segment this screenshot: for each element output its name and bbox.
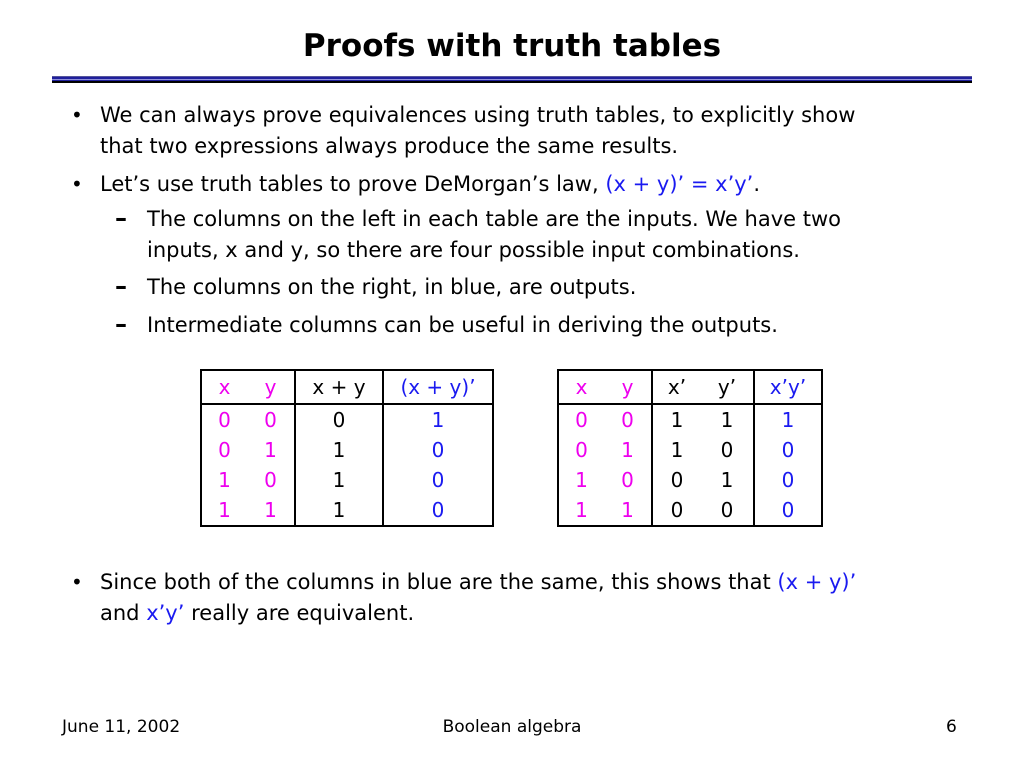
cell-x-plus-y: 0	[295, 404, 383, 435]
dash-marker: –	[115, 310, 127, 338]
sub-bullet-2	[115, 272, 637, 303]
bullet-marker: •	[71, 570, 83, 594]
header-x-plus-y: x + y	[295, 370, 383, 404]
table-row	[558, 465, 822, 495]
bullet-3-end: really are equivalent.	[191, 601, 415, 625]
cell-output: 0	[754, 435, 822, 465]
cell-x: 0	[218, 408, 231, 432]
cell-output: 0	[383, 465, 493, 495]
cell-y-prime: 1	[720, 408, 734, 432]
bullet-3-and: and	[100, 601, 140, 625]
cell-output: 1	[383, 404, 493, 435]
header-y: y	[604, 370, 652, 404]
bullet-2	[71, 169, 761, 200]
table-row	[558, 404, 822, 435]
cell-x-prime: 1	[652, 404, 701, 435]
footer-page-number: 6	[946, 717, 957, 737]
cell-output: 1	[754, 404, 822, 435]
cell-output: 0	[754, 465, 822, 495]
bullet-1-line-1: We can always prove equivalences using truth tables, to explicitly show	[100, 103, 856, 127]
header-x-prime: x’	[652, 370, 701, 404]
cell-x: 0	[575, 438, 588, 462]
header-x: x	[201, 370, 247, 404]
bullet-1	[71, 100, 856, 162]
cell-y: 0	[264, 468, 277, 492]
cell-x-plus-y: 1	[295, 495, 383, 526]
truth-table-and-complements	[557, 369, 823, 527]
cell-y-prime: 1	[720, 468, 734, 492]
demorgan-formula: (x + y)’ = x’y’	[605, 172, 754, 196]
bullet-3-line-1	[100, 567, 856, 598]
footer-topic: Boolean algebra	[442, 717, 582, 737]
cell-x: 1	[218, 468, 231, 492]
cell-y: 1	[264, 498, 277, 522]
cell-x: 1	[218, 498, 231, 522]
sub-bullet-2-text: The columns on the right, in blue, are outputs.	[147, 275, 637, 299]
cell-x-prime: 0	[652, 465, 701, 495]
cell-y-prime: 0	[720, 438, 734, 462]
cell-x: 1	[575, 498, 588, 522]
sub-bullet-1	[115, 204, 841, 266]
cell-y: 1	[621, 438, 634, 462]
cell-output: 0	[754, 495, 822, 526]
sub-bullet-3	[115, 310, 778, 341]
cell-x: 0	[218, 438, 231, 462]
cell-x-plus-y: 1	[295, 435, 383, 465]
cell-x: 1	[575, 468, 588, 492]
dash-marker: –	[115, 272, 127, 300]
sub-bullet-3-text: Intermediate columns can be useful in deriving the outputs.	[147, 313, 778, 337]
title-divider	[52, 76, 972, 83]
table-row	[201, 465, 493, 495]
formula-not-x-plus-y: (x + y)’	[777, 570, 857, 594]
cell-y: 0	[621, 468, 634, 492]
table-row	[558, 435, 822, 465]
table-row	[558, 495, 822, 526]
bullet-2-text: Let’s use truth tables to prove DeMorgan’s law,	[100, 172, 599, 196]
table-row	[201, 495, 493, 526]
formula-x-prime-y-prime: x’y’	[146, 601, 185, 625]
header-y: y	[247, 370, 295, 404]
cell-x-prime: 0	[652, 495, 701, 526]
bullet-1-line-2: that two expressions always produce the same results.	[100, 134, 679, 158]
slide-title: Proofs with truth tables	[302, 28, 722, 64]
bullet-marker: •	[71, 103, 83, 127]
table-row	[201, 404, 493, 435]
table-header-row	[201, 370, 493, 404]
cell-x-plus-y: 1	[295, 465, 383, 495]
cell-y: 1	[264, 438, 277, 462]
footer-date: June 11, 2002	[62, 717, 181, 737]
bullet-3	[71, 567, 857, 629]
cell-output: 0	[383, 435, 493, 465]
bullet-3-line-2	[100, 598, 856, 629]
table-header-row	[558, 370, 822, 404]
sub-bullet-1-line-2: inputs, x and y, so there are four possible input combinations.	[147, 238, 800, 262]
cell-output: 0	[383, 495, 493, 526]
bullet-2-period: .	[753, 172, 761, 196]
header-not-x-plus-y: (x + y)’	[383, 370, 493, 404]
dash-marker: –	[115, 204, 127, 232]
cell-x-prime: 1	[652, 435, 701, 465]
header-x-prime-y-prime: x’y’	[754, 370, 822, 404]
table-row	[201, 435, 493, 465]
cell-y: 0	[621, 408, 634, 432]
cell-x: 0	[575, 408, 588, 432]
header-x: x	[558, 370, 604, 404]
truth-table-or-not	[200, 369, 494, 527]
bullet-3-text: Since both of the columns in blue are the same, this shows that	[100, 570, 771, 594]
cell-y: 1	[621, 498, 634, 522]
cell-y-prime: 0	[720, 498, 734, 522]
header-y-prime: y’	[701, 370, 754, 404]
bullet-marker: •	[71, 172, 83, 196]
sub-bullet-1-line-1: The columns on the left in each table are the inputs. We have two	[147, 207, 841, 231]
cell-y: 0	[264, 408, 277, 432]
